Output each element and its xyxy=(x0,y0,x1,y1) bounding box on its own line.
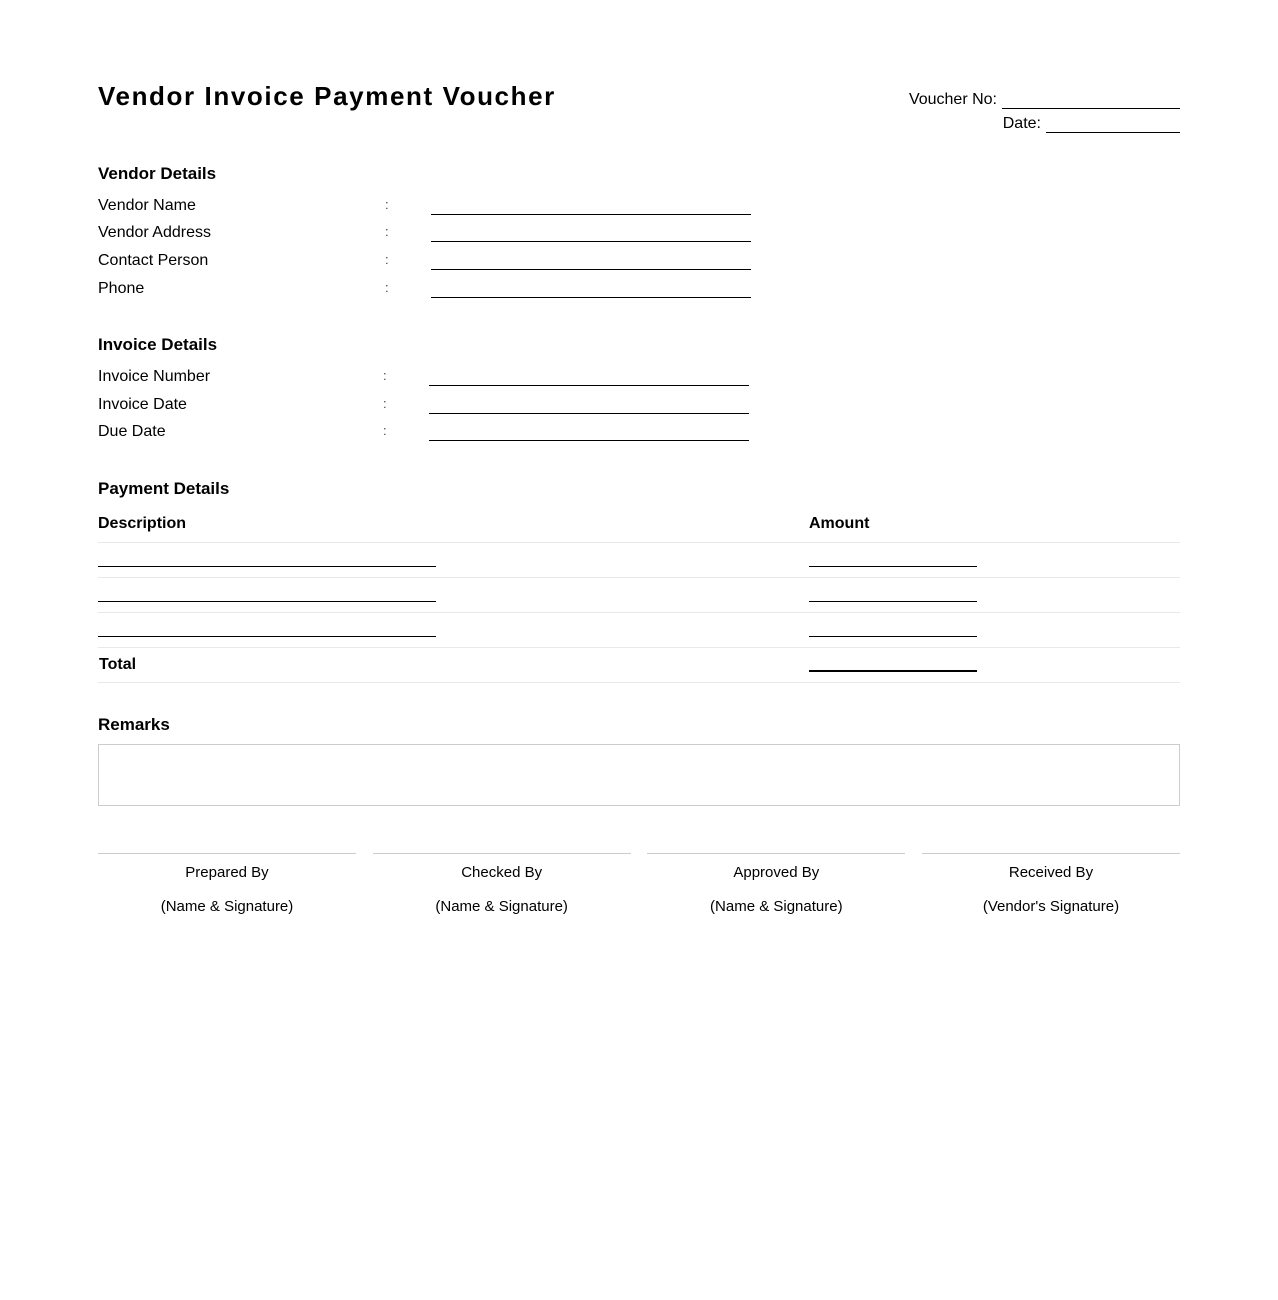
vendor-address-row xyxy=(98,224,758,246)
signature-received-by[interactable] xyxy=(922,853,1180,915)
column-header-amount: Amount xyxy=(809,515,870,532)
voucher-no-row xyxy=(909,85,1180,109)
voucher-no-label: Voucher No: xyxy=(908,91,997,108)
signature-role: Prepared By xyxy=(185,864,269,881)
payment-table-header xyxy=(98,505,1180,543)
separator: : xyxy=(385,197,389,212)
payment-table xyxy=(98,505,1180,683)
column-header-description: Description xyxy=(98,515,187,532)
contact-person-field[interactable] xyxy=(431,269,751,270)
voucher-date-label: Date: xyxy=(1002,115,1041,132)
separator: : xyxy=(385,252,389,267)
page-title: Vendor Invoice Payment Voucher xyxy=(98,81,556,111)
signature-note: (Name & Signature) xyxy=(710,898,843,915)
separator: : xyxy=(383,423,387,438)
invoice-number-label: Invoice Number xyxy=(98,368,211,385)
signature-checked-by[interactable] xyxy=(373,853,631,915)
signature-section xyxy=(98,853,1180,915)
vendor-address-label: Vendor Address xyxy=(98,224,211,241)
separator: : xyxy=(385,280,389,295)
separator: : xyxy=(385,224,389,239)
signature-role: Checked By xyxy=(461,864,543,881)
due-date-row xyxy=(98,423,758,445)
separator: : xyxy=(383,368,387,383)
vendor-name-field[interactable] xyxy=(431,214,751,215)
amount-field[interactable] xyxy=(809,601,977,602)
signature-role: Received By xyxy=(1008,864,1094,881)
remarks-field[interactable] xyxy=(98,744,1180,806)
signature-note: (Vendor's Signature) xyxy=(982,898,1120,915)
table-row xyxy=(98,543,1180,578)
vendor-address-field[interactable] xyxy=(431,241,751,242)
voucher-date-field[interactable] xyxy=(1046,116,1180,133)
contact-person-label: Contact Person xyxy=(98,252,209,269)
contact-person-row xyxy=(98,252,758,274)
table-row xyxy=(98,578,1180,613)
total-label: Total xyxy=(99,656,137,673)
payment-details-heading: Payment Details xyxy=(98,479,230,498)
phone-field[interactable] xyxy=(431,297,751,298)
total-amount-field[interactable] xyxy=(809,670,977,672)
vendor-name-row xyxy=(98,197,758,219)
signature-role: Approved By xyxy=(733,864,820,881)
voucher-no-field[interactable] xyxy=(1002,92,1180,109)
phone-row xyxy=(98,280,758,302)
voucher-date-row xyxy=(909,109,1180,133)
invoice-date-row xyxy=(98,396,758,418)
phone-label: Phone xyxy=(98,280,145,297)
total-row xyxy=(98,648,1180,683)
due-date-field[interactable] xyxy=(429,440,749,441)
invoice-date-label: Invoice Date xyxy=(98,396,187,413)
vendor-name-label: Vendor Name xyxy=(98,197,196,214)
due-date-label: Due Date xyxy=(98,423,166,440)
description-field[interactable] xyxy=(98,636,436,637)
amount-field[interactable] xyxy=(809,566,977,567)
voucher-meta xyxy=(909,85,1180,133)
amount-field[interactable] xyxy=(809,636,977,637)
invoice-details-heading: Invoice Details xyxy=(98,335,218,354)
signature-note: (Name & Signature) xyxy=(160,898,294,915)
invoice-number-row xyxy=(98,368,758,390)
signature-note: (Name & Signature) xyxy=(435,898,568,915)
signature-approved-by[interactable] xyxy=(647,853,905,915)
invoice-date-field[interactable] xyxy=(429,413,749,414)
description-field[interactable] xyxy=(98,601,436,602)
description-field[interactable] xyxy=(98,566,436,567)
invoice-number-field[interactable] xyxy=(429,385,749,386)
vendor-details-heading: Vendor Details xyxy=(98,164,217,183)
remarks-heading: Remarks xyxy=(98,715,170,734)
table-row xyxy=(98,613,1180,648)
signature-prepared-by[interactable] xyxy=(98,853,356,915)
separator: : xyxy=(383,396,387,411)
